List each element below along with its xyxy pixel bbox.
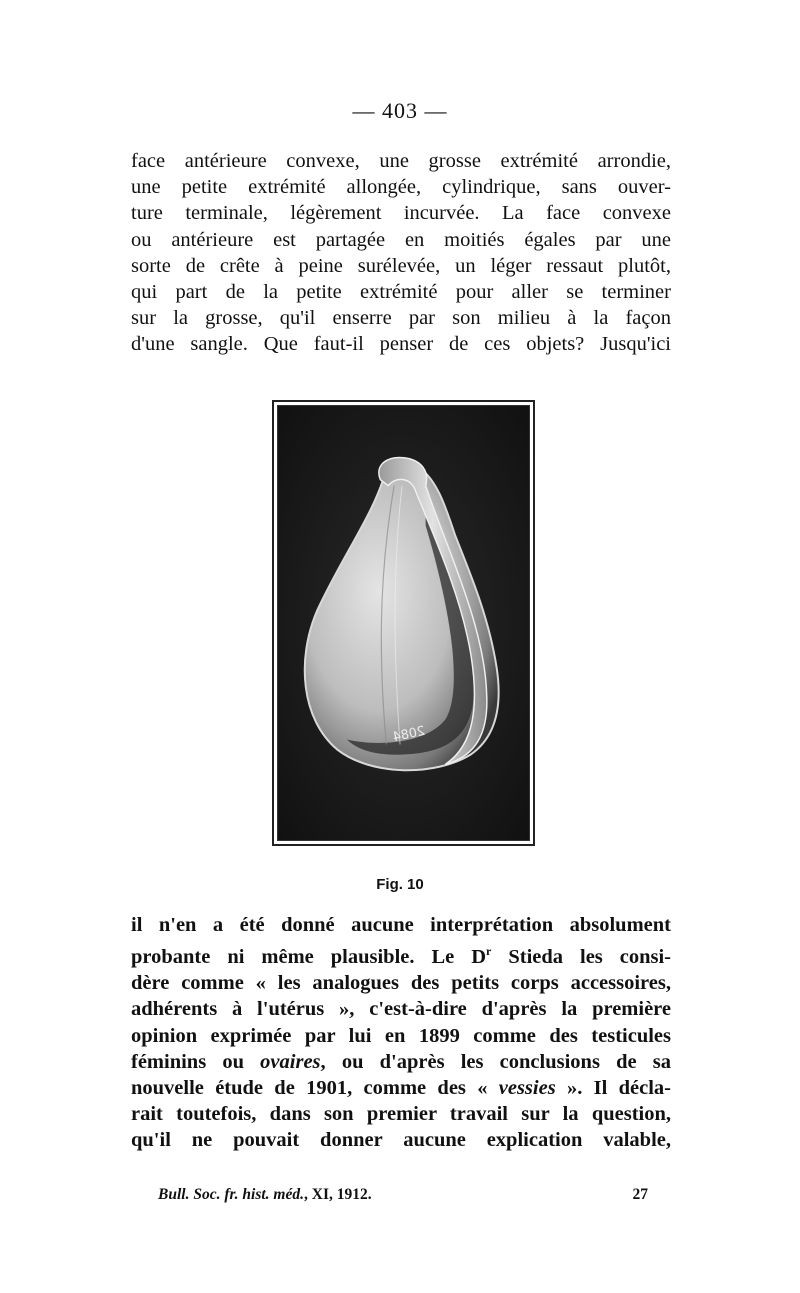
italic-term: ovaires [260,1050,321,1073]
figure-frame [272,400,535,846]
page-number: — 403 — [352,98,448,123]
gourd-object-illustration [278,406,529,840]
text-line: une petite extrémité allongée, cylindrique, sans ouver- [131,176,671,199]
text-line: dère comme « les analogues des petits corps accessoires, [131,972,671,995]
object-inscription: 2084 [391,723,427,746]
text-line: sur la grosse, qu'il enserre par son milieu à la façon [131,307,671,330]
figure-photo [277,405,530,841]
text-line: ou antérieure est partagée en moitiés égales par une [131,228,671,251]
text-line: qu'il ne pouvait donner aucune explication valable, [131,1129,671,1152]
italic-term: vessies [498,1077,556,1100]
page-footer [158,1186,648,1204]
text-line: sorte de crête à peine surélevée, un léger ressaut plutôt, [131,254,671,277]
text-line: d'une sangle. Que faut-il penser de ces objets? Jusqu'ici [131,333,671,356]
paragraph-top [131,148,671,358]
text-line [131,1075,671,1101]
text-line: adhérents à l'utérus », c'est-à-dire d'après la première [131,998,671,1021]
text-line: ture terminale, légèrement incurvée. La face convexe [131,202,671,225]
text-segment: féminins ou [131,1050,261,1073]
text-segment: Stieda les consi- [491,946,671,969]
text-segment: ». Il décla- [555,1077,671,1100]
text-line [131,938,671,970]
signature-mark: 27 [632,1186,648,1203]
text-line [131,1049,671,1075]
journal-volume: , XI, 1912. [304,1186,372,1203]
text-line: rait toutefois, dans son premier travail sur la question, [131,1103,671,1126]
paragraph-bottom [131,912,671,1154]
figure-caption: Fig. 10 [376,876,424,893]
footer-citation [158,1186,372,1204]
journal-name: Bull. Soc. fr. hist. méd. [158,1186,304,1203]
superscript: r [486,944,492,959]
text-line: il n'en a été donné aucune interprétation absolument [131,914,671,936]
text-line: face antérieure convexe, une grosse extrémité arrondie, [131,150,671,172]
text-line: qui part de la petite extrémité pour aller se terminer [131,281,671,304]
text-segment: nouvelle étude de 1901, comme des « [131,1077,499,1100]
text-line: opinion exprimée par lui en 1899 comme des testicules [131,1024,671,1047]
text-segment: probante ni même plausible. Le D [131,946,487,969]
text-segment: , ou d'après les conclusions de sa [320,1050,671,1073]
